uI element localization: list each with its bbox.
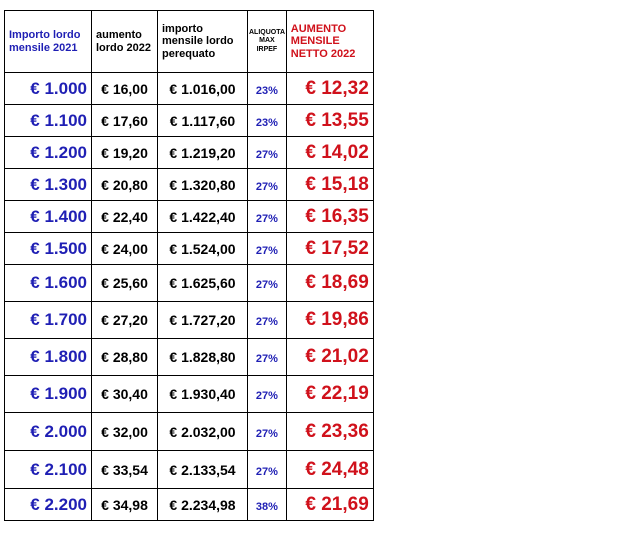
cell-aliquota: 27% bbox=[248, 451, 287, 489]
cell-aliquota: 27% bbox=[248, 376, 287, 413]
cell-aumento-lordo: € 30,40 bbox=[92, 376, 158, 413]
header-aumento-netto-2022: AUMENTO MENSILE NETTO 2022 bbox=[286, 11, 373, 73]
cell-importo-perequato: € 2.234,98 bbox=[158, 489, 248, 521]
table-row bbox=[5, 137, 374, 169]
cell-aumento-netto: € 12,32 bbox=[286, 73, 373, 105]
cell-aumento-netto: € 13,55 bbox=[286, 105, 373, 137]
cell-aliquota: 38% bbox=[248, 489, 287, 521]
cell-importo-2021: € 1.200 bbox=[5, 137, 92, 169]
header-importo-lordo-2021: Importo lordo mensile 2021 bbox=[5, 11, 92, 73]
cell-importo-perequato: € 2.032,00 bbox=[158, 413, 248, 451]
table-row bbox=[5, 105, 374, 137]
table-row bbox=[5, 413, 374, 451]
cell-aumento-netto: € 17,52 bbox=[286, 233, 373, 265]
cell-aliquota: 23% bbox=[248, 73, 287, 105]
cell-importo-perequato: € 1.524,00 bbox=[158, 233, 248, 265]
header-importo-perequato: importo mensile lordo perequato bbox=[158, 11, 248, 73]
cell-importo-2021: € 2.000 bbox=[5, 413, 92, 451]
cell-aliquota: 27% bbox=[248, 302, 287, 339]
cell-aumento-netto: € 19,86 bbox=[286, 302, 373, 339]
cell-importo-perequato: € 1.320,80 bbox=[158, 169, 248, 201]
table-row bbox=[5, 201, 374, 233]
table-row bbox=[5, 376, 374, 413]
cell-importo-perequato: € 1.117,60 bbox=[158, 105, 248, 137]
table-body bbox=[5, 73, 374, 521]
cell-aliquota: 27% bbox=[248, 413, 287, 451]
cell-aliquota: 27% bbox=[248, 201, 287, 233]
cell-importo-perequato: € 2.133,54 bbox=[158, 451, 248, 489]
cell-aumento-lordo: € 24,00 bbox=[92, 233, 158, 265]
cell-importo-perequato: € 1.422,40 bbox=[158, 201, 248, 233]
cell-aumento-lordo: € 32,00 bbox=[92, 413, 158, 451]
cell-aumento-netto: € 16,35 bbox=[286, 201, 373, 233]
cell-importo-2021: € 1.700 bbox=[5, 302, 92, 339]
cell-aumento-netto: € 15,18 bbox=[286, 169, 373, 201]
cell-importo-perequato: € 1.625,60 bbox=[158, 265, 248, 302]
cell-aumento-lordo: € 20,80 bbox=[92, 169, 158, 201]
cell-importo-2021: € 1.400 bbox=[5, 201, 92, 233]
cell-aumento-netto: € 18,69 bbox=[286, 265, 373, 302]
cell-aumento-lordo: € 22,40 bbox=[92, 201, 158, 233]
cell-importo-2021: € 1.000 bbox=[5, 73, 92, 105]
cell-aliquota: 27% bbox=[248, 339, 287, 376]
cell-aliquota: 27% bbox=[248, 265, 287, 302]
table-header bbox=[5, 11, 374, 73]
cell-importo-2021: € 1.900 bbox=[5, 376, 92, 413]
cell-importo-2021: € 1.500 bbox=[5, 233, 92, 265]
cell-importo-2021: € 1.600 bbox=[5, 265, 92, 302]
cell-importo-perequato: € 1.016,00 bbox=[158, 73, 248, 105]
table-row bbox=[5, 233, 374, 265]
cell-aumento-netto: € 21,02 bbox=[286, 339, 373, 376]
cell-aumento-lordo: € 27,20 bbox=[92, 302, 158, 339]
cell-importo-perequato: € 1.219,20 bbox=[158, 137, 248, 169]
table-row bbox=[5, 302, 374, 339]
header-aumento-lordo-2022: aumento lordo 2022 bbox=[92, 11, 158, 73]
pension-increase-table bbox=[4, 10, 374, 521]
cell-aumento-lordo: € 16,00 bbox=[92, 73, 158, 105]
cell-aumento-netto: € 14,02 bbox=[286, 137, 373, 169]
table-row bbox=[5, 169, 374, 201]
cell-importo-perequato: € 1.828,80 bbox=[158, 339, 248, 376]
cell-aumento-netto: € 22,19 bbox=[286, 376, 373, 413]
cell-importo-perequato: € 1.930,40 bbox=[158, 376, 248, 413]
cell-importo-2021: € 2.100 bbox=[5, 451, 92, 489]
cell-aumento-netto: € 21,69 bbox=[286, 489, 373, 521]
cell-aliquota: 27% bbox=[248, 137, 287, 169]
table-row bbox=[5, 73, 374, 105]
cell-aumento-lordo: € 34,98 bbox=[92, 489, 158, 521]
cell-aumento-lordo: € 28,80 bbox=[92, 339, 158, 376]
cell-aumento-lordo: € 17,60 bbox=[92, 105, 158, 137]
cell-aumento-lordo: € 19,20 bbox=[92, 137, 158, 169]
cell-aumento-netto: € 23,36 bbox=[286, 413, 373, 451]
cell-aumento-lordo: € 33,54 bbox=[92, 451, 158, 489]
table-row bbox=[5, 339, 374, 376]
cell-importo-perequato: € 1.727,20 bbox=[158, 302, 248, 339]
cell-importo-2021: € 1.100 bbox=[5, 105, 92, 137]
table-row bbox=[5, 451, 374, 489]
cell-aumento-netto: € 24,48 bbox=[286, 451, 373, 489]
header-aliquota-irpef: ALIQUOTA MAX IRPEF bbox=[248, 11, 287, 73]
cell-aliquota: 23% bbox=[248, 105, 287, 137]
cell-importo-2021: € 1.300 bbox=[5, 169, 92, 201]
table-row bbox=[5, 489, 374, 521]
header-row bbox=[5, 11, 374, 73]
table-row bbox=[5, 265, 374, 302]
cell-aumento-lordo: € 25,60 bbox=[92, 265, 158, 302]
cell-importo-2021: € 2.200 bbox=[5, 489, 92, 521]
cell-aliquota: 27% bbox=[248, 169, 287, 201]
cell-aliquota: 27% bbox=[248, 233, 287, 265]
cell-importo-2021: € 1.800 bbox=[5, 339, 92, 376]
